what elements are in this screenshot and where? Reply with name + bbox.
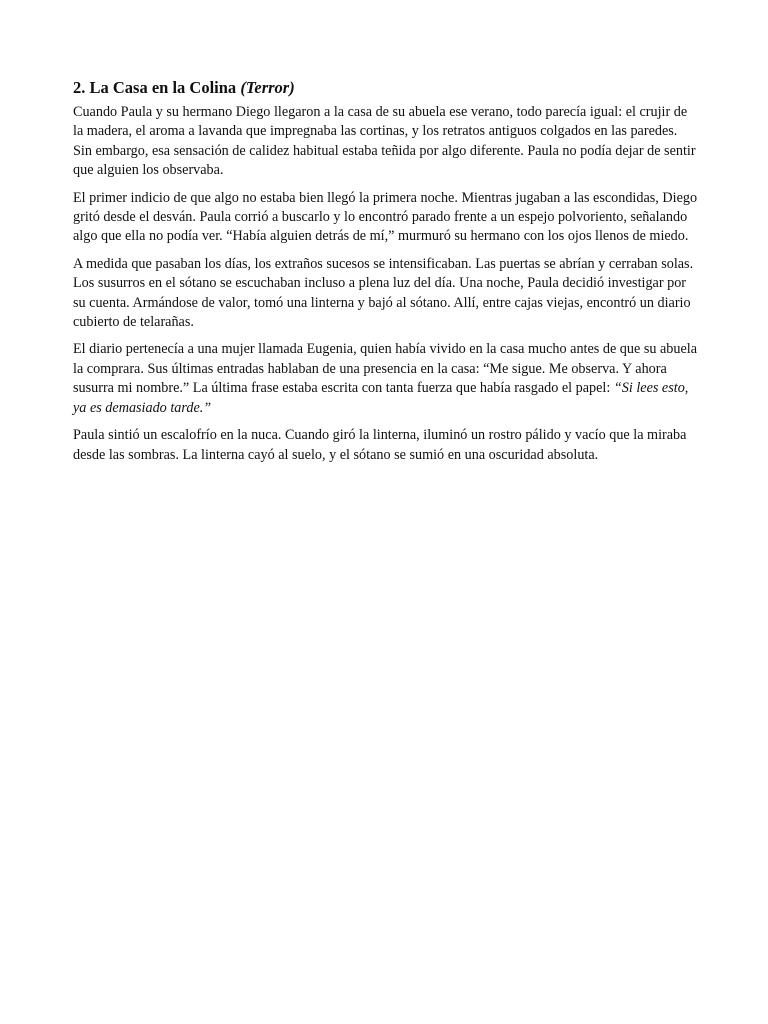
paragraph-4 (73, 340, 698, 418)
story-title: 2. La Casa en la Colina (73, 78, 237, 97)
story-heading (73, 77, 698, 99)
paragraph-5: Paula sintió un escalofrío en la nuca. Cuando giró la linterna, iluminó un rostro pálido y vacío que la miraba desde las sombras. La linterna cayó al suelo, y el sótano se sumió en una oscuridad absoluta. (73, 427, 687, 463)
story-genre: (Terror) (240, 78, 295, 97)
paragraph-2: El primer indicio de que algo no estaba bien llegó la primera noche. Mientras jugaban a las escondidas, Diego gritó desde el desván. Paula corrió a buscarlo y lo encontró parado frente a un espejo polvoriento, señalando algo que ella no podía ver. “Había alguien detrás de mí,” murmuró su hermano con los ojos llenos de miedo. (73, 189, 698, 245)
paragraph-3: A medida que pasaban los días, los extraños sucesos se intensificaban. Las puertas se abrían y cerraban solas. Los susurros en el sótano se escuchaban incluso a plena luz del día. Una noche, Paula decidió investigar por su cuenta. Armándose de valor, tomó una linterna y bajó al sótano. Allí, entre cajas viejas, encontró un diario cubierto de telarañas. (73, 255, 694, 331)
diary-quote: “Si lees esto, ya es demasiado tarde.” (73, 380, 689, 416)
paragraph-4-text: El diario pertenecía a una mujer llamada Eugenia, quien había vivido en la casa mucho antes de que su abuela la comprara. Sus últimas entradas hablaban de una presencia en la casa: “Me sigue. Me observa. Y ahora susurra mi nombre.” La última frase estaba escrita con tanta fuerza que había rasgado el papel: (73, 341, 698, 397)
document-page (73, 77, 698, 473)
paragraph-1: Cuando Paula y su hermano Diego llegaron a la casa de su abuela ese verano, todo parecía igual: el crujir de la madera, el aroma a lavanda que impregnaba las cortinas, y los retratos antiguos colgados en las paredes. Sin embargo, esa sensación de calidez habitual estaba teñida por algo diferente. Paula no podía dejar de sentir que alguien los observaba. (73, 104, 696, 179)
